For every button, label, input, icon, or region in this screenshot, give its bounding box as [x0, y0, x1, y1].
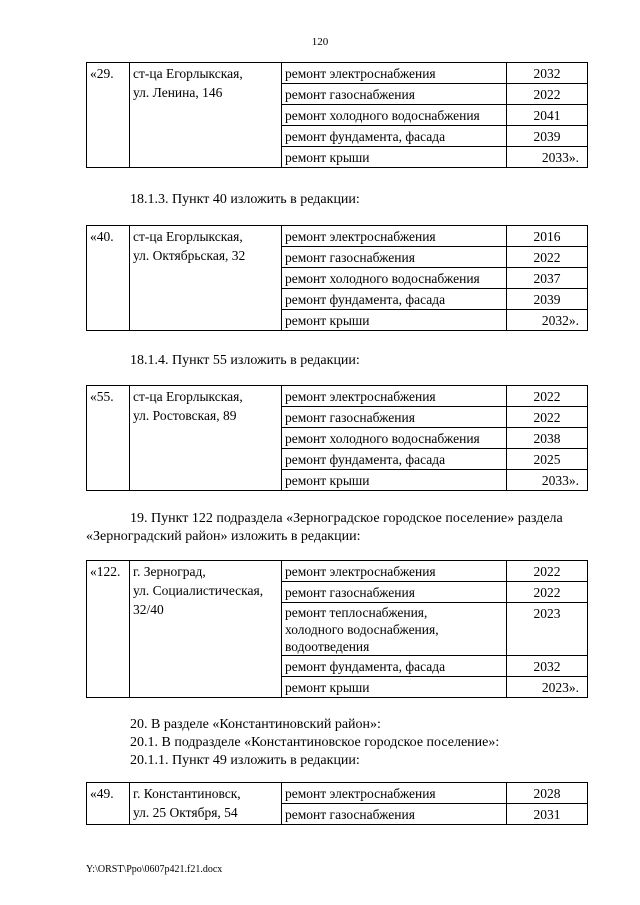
work-year: 2023».	[507, 677, 588, 698]
work-type: ремонт электроснабжения	[282, 63, 507, 84]
work-type: ремонт электроснабжения	[282, 226, 507, 247]
work-year: 2016	[507, 226, 588, 247]
item-number: «122.	[87, 561, 130, 698]
paragraph-20: 20. В разделе «Константиновский район»:	[130, 717, 381, 732]
work-type: ремонт крыши	[282, 470, 507, 491]
work-type: ремонт холодного водоснабжения	[282, 268, 507, 289]
work-year: 2032».	[507, 310, 588, 331]
work-year: 2022	[507, 407, 588, 428]
work-type: ремонт газоснабжения	[282, 84, 507, 105]
work-type: ремонт фундамента, фасада	[282, 449, 507, 470]
item-number: «55.	[87, 386, 130, 491]
item-number: «40.	[87, 226, 130, 331]
item-address: г. Константиновск, ул. 25 Октября, 54	[130, 783, 282, 825]
work-type: ремонт холодного водоснабжения	[282, 428, 507, 449]
work-year: 2033».	[507, 470, 588, 491]
item-address: ст-ца Егорлыкская, ул. Ростовская, 89	[130, 386, 282, 491]
work-year: 2022	[507, 84, 588, 105]
table-row	[87, 561, 588, 582]
work-type: ремонт крыши	[282, 147, 507, 168]
work-type: ремонт газоснабжения	[282, 247, 507, 268]
work-type: ремонт холодного водоснабжения	[282, 105, 507, 126]
table-row	[87, 783, 588, 804]
work-type: ремонт электроснабжения	[282, 783, 507, 804]
work-type: ремонт фундамента, фасада	[282, 289, 507, 310]
paragraph-18-1-4: 18.1.4. Пункт 55 изложить в редакции:	[130, 353, 360, 368]
work-type: ремонт крыши	[282, 677, 507, 698]
paragraph-20-1: 20.1. В подразделе «Константиновское городское поселение»:	[130, 735, 500, 750]
work-type: ремонт газоснабжения	[282, 407, 507, 428]
work-type: ремонт газоснабжения	[282, 582, 507, 603]
item-number: «49.	[87, 783, 130, 825]
work-year: 2023	[507, 603, 588, 656]
work-year: 2028	[507, 783, 588, 804]
work-year: 2022	[507, 386, 588, 407]
repair-table-40	[86, 225, 588, 331]
item-number: «29.	[87, 63, 130, 168]
work-year: 2039	[507, 289, 588, 310]
document-footer-path: Y:\ORST\Ppo\0607p421.f21.docx	[86, 864, 223, 875]
work-year: 2032	[507, 656, 588, 677]
work-year: 2022	[507, 247, 588, 268]
work-year: 2025	[507, 449, 588, 470]
item-address: ст-ца Егорлыкская, ул. Ленина, 146	[130, 63, 282, 168]
table-row	[87, 386, 588, 407]
item-address: г. Зерноград, ул. Социалистическая, 32/40	[130, 561, 282, 698]
paragraph-20-1-1: 20.1.1. Пункт 49 изложить в редакции:	[130, 753, 360, 768]
work-type: ремонт электроснабжения	[282, 386, 507, 407]
paragraph-18-1-3: 18.1.3. Пункт 40 изложить в редакции:	[130, 192, 360, 207]
work-year: 2037	[507, 268, 588, 289]
table-row	[87, 63, 588, 84]
repair-table-29	[86, 62, 588, 168]
work-type: ремонт газоснабжения	[282, 804, 507, 825]
work-type: ремонт фундамента, фасада	[282, 656, 507, 677]
work-year: 2038	[507, 428, 588, 449]
work-year: 2022	[507, 582, 588, 603]
item-address: ст-ца Егорлыкская, ул. Октябрьская, 32	[130, 226, 282, 331]
paragraph-19: 19. Пункт 122 подраздела «Зерноградское городское поселение» раздела «Зерноградский район» изложить в редакции:	[86, 511, 563, 544]
work-type: ремонт фундамента, фасада	[282, 126, 507, 147]
work-year: 2033».	[507, 147, 588, 168]
work-year: 2041	[507, 105, 588, 126]
repair-table-49	[86, 782, 588, 825]
repair-table-55	[86, 385, 588, 491]
repair-table-122	[86, 560, 588, 698]
work-type: ремонт теплоснабжения, холодного водоснабжения, водоотведения	[282, 603, 507, 656]
work-type: ремонт крыши	[282, 310, 507, 331]
work-type: ремонт электроснабжения	[282, 561, 507, 582]
table-row	[87, 226, 588, 247]
page-number: 120	[311, 36, 329, 48]
paragraph-20-block	[130, 716, 610, 770]
work-year: 2039	[507, 126, 588, 147]
work-year: 2022	[507, 561, 588, 582]
work-year: 2032	[507, 63, 588, 84]
work-year: 2031	[507, 804, 588, 825]
